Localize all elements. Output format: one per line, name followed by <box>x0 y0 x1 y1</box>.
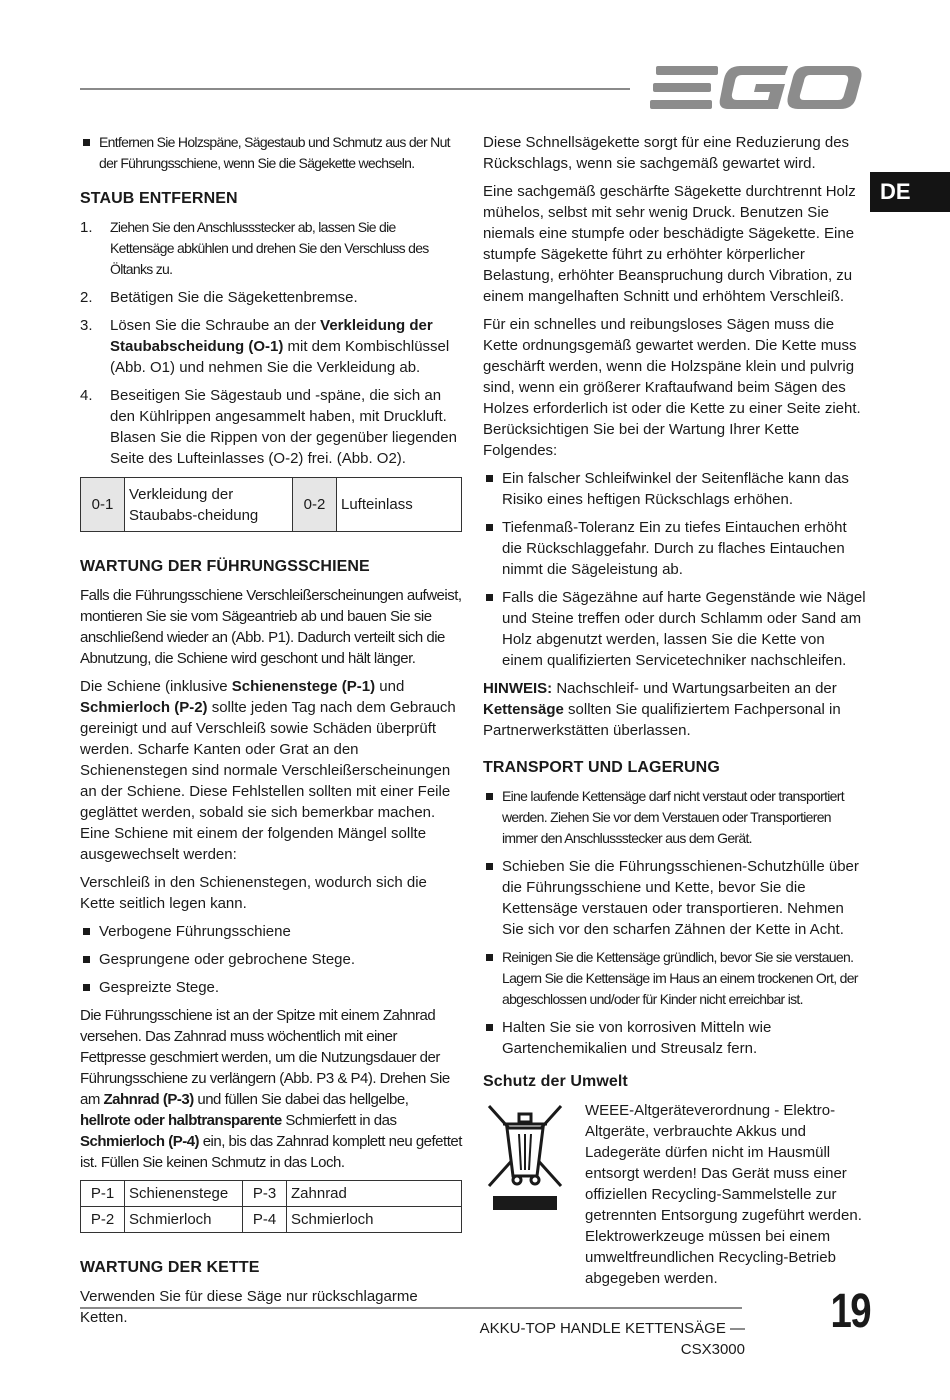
left-column <box>80 132 462 1335</box>
section-heading-schiene: WARTUNG DER FÜHRUNGSSCHIENE <box>80 558 370 575</box>
weee-block <box>483 1100 868 1289</box>
list-item: Ein falscher Schleifwinkel der Seitenfläche kann das Risiko eines heftigen Rückschlags erhöhen. <box>483 468 868 510</box>
table-row: P-2 Schmierloch P-4 Schmierloch <box>81 1207 462 1233</box>
table-row: 0-1 Verkleidung der Staubabs-cheidung 0-2 Lufteinlass <box>81 478 462 532</box>
paragraph: Verschleiß in den Schienenstegen, wodurch sich die Kette seitlich legen kann. <box>80 874 427 912</box>
paragraph: Die Schiene (inklusive Schienenstege (P-1) und Schmierloch (P-2) sollte jeden Tag nach dem Gebrauch gereinigt und auf Verschleiß sowie Schäden überprüft werden. Scharfe Kanten oder Grat an den Schienenstegen sind normale Verschleißerscheinungen an der Schiene. Diese Fehlstellen sollten mit einer Feile geglättet werden, sobald sie sich bemerkbar machen. Eine Schiene mit einem der folgenden Mängel sollte ausgewechselt werden: <box>80 678 456 863</box>
step-item: 4. Beseitigen Sie Sägestaub und -späne, die sich an den Kühlrippen angesammelt haben, mit Druckluft. Blasen Sie die Rippen von der gegenüber liegenden Seite des Lufteinlasses (O-2) frei. (Abb. O2). <box>80 387 457 467</box>
page-number: 19 <box>830 1285 870 1338</box>
intro-list <box>80 132 462 174</box>
list-item: Entfernen Sie Holzspäne, Sägestaub und Schmutz aus der Nut der Führungsschiene, wenn Sie die Sägekette wechseln. <box>80 132 462 174</box>
paragraph: Die Führungsschiene ist an der Spitze mit einem Zahnrad versehen. Das Zahnrad muss wöchentlich mit einer Fettpresse geschmiert werden, um die Nutzungsdauer der Führungsschiene zu verlängern (Abb. P3 & P4). Drehen Sie am Zahnrad (P-3) und füllen Sie dabei das hellgelbe, hellrote oder halbtransparente Schmierfett in das Schmierloch (P-4) ein, bis das Zahnrad komplett neu gefettet ist. Füllen Sie keinen Schmutz in das Loch. <box>80 1007 462 1171</box>
right-column <box>483 132 868 1289</box>
list-item: Reinigen Sie die Kettensäge gründlich, bevor Sie sie verstauen. Lagern Sie die Kettensäge im Haus an einem trockenen Ort, der abgeschlossen und/oder für Kinder nicht erreichbar ist. <box>483 947 868 1010</box>
kette-list <box>483 468 868 671</box>
paragraph: Für ein schnelles und reibungsloses Sägen muss die Kette ordnungsgemäß gewartet werden. Die Kette muss geschärft werden, wenn die Holzspäne klein und pulvrig sind, wenn ein größerer Kraftaufwand beim Sägen des Holzes erforderlich ist oder die Kette zu einer Seite zieht. Berücksichtigen Sie bei der Wartung Ihrer Kette Folgendes: <box>483 316 861 459</box>
step-item: 3. Lösen Sie die Schraube an der Verkleidung der Staubabscheidung (O-1) mit dem Kombischlüssel (Abb. O1) und nehmen Sie die Verkleidung ab. <box>80 317 450 376</box>
section-heading-kette: WARTUNG DER KETTE <box>80 1259 260 1276</box>
paragraph: Eine sachgemäß geschärfte Sägekette durchtrennt Holz mühelos, selbst mit sehr wenig Druck. Benutzen Sie niemals eine stumpfe oder beschädigte Sägekette. Eine stumpfe Sägekette führt zu erhöhter körperlicher Belastung, erhöhter Beanspruchung durch Vibration, zu einem mangelhaften Schnitt und erhöhtem Verschleiß. <box>483 183 856 305</box>
crossed-bin-icon <box>483 1100 575 1289</box>
section-heading-staub: STAUB ENTFERNEN <box>80 190 238 207</box>
table-row: P-1 Schienenstege P-3 Zahnrad <box>81 1181 462 1207</box>
schiene-list <box>80 921 462 998</box>
legend-table-schiene <box>80 1180 462 1233</box>
list-item: Gespreizte Stege. <box>80 977 462 998</box>
list-item: Halten Sie sie von korrosiven Mitteln wie Gartenchemikalien und Streusalz fern. <box>483 1017 868 1059</box>
list-item: Eine laufende Kettensäge darf nicht verstaut oder transportiert werden. Ziehen Sie vor dem Verstauen oder Transportieren immer den Anschlussstecker aus dem Gerät. <box>483 786 868 849</box>
transport-list <box>483 786 868 1059</box>
staub-steps <box>80 217 462 469</box>
section-heading-transport: TRANSPORT UND LAGERUNG <box>483 759 720 776</box>
footer-title: AKKU-TOP HANDLE KETTENSÄGE — CSX3000 <box>479 1320 745 1358</box>
footer-rule <box>80 1307 742 1309</box>
paragraph: Verwenden Sie für diese Säge nur rückschlagarme Ketten. <box>80 1288 418 1326</box>
hinweis-note: HINWEIS: Nachschleif- und Wartungsarbeiten an der Kettensäge sollten Sie qualifiziertem Fachpersonal in Partnerwerkstätten überlassen. <box>483 680 841 739</box>
step-item: 1. Ziehen Sie den Anschlussstecker ab, lassen Sie die Kettensäge abkühlen und drehen Sie den Verschluss des Öltanks zu. <box>80 219 429 277</box>
section-heading-umwelt: Schutz der Umwelt <box>483 1073 628 1090</box>
paragraph: Diese Schnellsägekette sorgt für eine Reduzierung des Rückschlags, wenn sie sachgemäß gewartet wird. <box>483 134 850 172</box>
language-tab: DE <box>870 172 950 212</box>
list-item: Schieben Sie die Führungsschienen-Schutzhülle über die Führungsschiene und Kette, bevor Sie die Kettensäge verstauen oder transportieren. Nehmen Sie sich vor den scharfen Zähnen der Kette in Acht. <box>483 856 868 940</box>
ego-logo <box>650 62 865 114</box>
step-item: 2. Betätigen Sie die Sägekettenbremse. <box>80 289 358 306</box>
legend-table-staub <box>80 477 462 532</box>
list-item: Tiefenmaß-Toleranz Ein zu tiefes Eintauchen erhöht die Rückschlaggefahr. Durch zu flaches Eintauchen nimmt die Sägeleistung ab. <box>483 517 868 580</box>
list-item: Gesprungene oder gebrochene Stege. <box>80 949 462 970</box>
weee-text: WEEE-Altgeräteverordnung - Elektro-Altgeräte, verbrauchte Akkus und Ladegeräte dürfen nicht im Hausmüll entsorgt werden! Das Gerät muss einer offiziellen Recycling-Sammelstelle zur getrennten Entsorgung zugeführt werden. Elektrowerkzeuge müssen bei einem umweltfreundlichen Recycling-Betrieb abgegeben werden. <box>585 1102 862 1287</box>
paragraph: Falls die Führungsschiene Verschleißerscheinungen aufweist, montieren Sie sie vom Sägeantrieb ab und bauen Sie sie anschließend wieder an (Abb. P1). Dadurch verteilt sich die Abnutzung, die Schiene wird geschont und hält länger. <box>80 587 462 667</box>
svg-text:EGO: EGO <box>650 62 653 63</box>
list-item: Verbogene Führungsschiene <box>80 921 462 942</box>
list-item: Falls die Sägezähne auf harte Gegenstände wie Nägel und Steine treffen oder durch Schlamm oder Sand am Holz abgenutzt werden, lassen Sie die Kette von einem qualifizierten Servicetechniker nachschleifen. <box>483 587 868 671</box>
header-rule <box>80 88 630 90</box>
